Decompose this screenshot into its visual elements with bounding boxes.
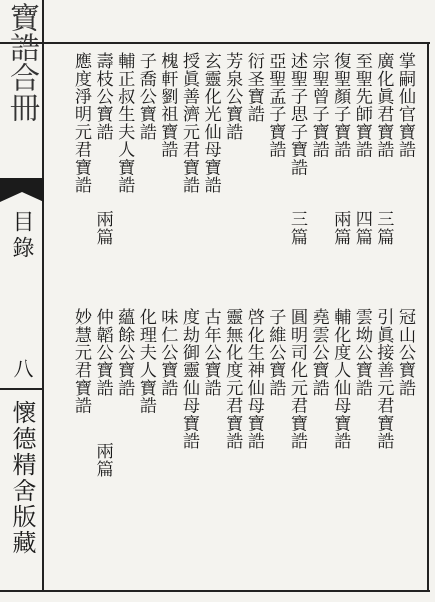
entry-title: 冠山公寶誥 [395, 308, 415, 397]
frame-bottom-rule [0, 590, 430, 592]
entry-title: 授眞善濟元君寶誥 [179, 52, 199, 194]
spine-divider [0, 388, 42, 390]
entry-title: 古年公寶誥 [200, 308, 221, 397]
publisher-mark: 懷德精舍版藏 [8, 400, 36, 556]
entry-count: 三篇 [287, 210, 307, 246]
entry-count: 四篇 [351, 210, 372, 246]
entry-title: 化理夫人寶誥 [135, 308, 156, 415]
entry-title: 掌嗣仙官寶誥 [395, 52, 415, 159]
entry-title: 亞聖孟子寶誥 [265, 52, 286, 159]
entry-title: 雲坳公寶誥 [351, 308, 372, 397]
entry-title: 復聖顏子寶誥 [330, 52, 351, 159]
page-number: 八 [10, 358, 34, 378]
entry-title: 玄靈化光仙母寶誥 [200, 52, 221, 194]
entry-title: 芳泉公寶誥 [222, 52, 243, 141]
entry-title: 啓化生神仙母寶誥 [243, 308, 264, 450]
entry-title: 至聖先師寶誥 [351, 52, 372, 159]
entry-title: 味仁公寶誥 [157, 308, 178, 397]
entry-title: 蘊餘公寶誥 [114, 308, 135, 397]
entry-title: 子維公寶誥 [265, 308, 286, 397]
entry-title: 輔化度人仙母寶誥 [330, 308, 351, 450]
entry-title: 槐軒劉祖寶誥 [157, 52, 178, 159]
spine-title: 寶誥合冊 [4, 2, 39, 122]
entry-title: 度劫御靈仙母寶誥 [179, 308, 199, 450]
entry-title: 圓明司化元君寶誥 [287, 308, 307, 450]
entry-title: 宗聖曾子寶誥 [308, 52, 329, 159]
spine-section-label: 目錄 [9, 210, 34, 262]
spine-right-rule [42, 0, 44, 592]
entry-title: 子喬公寶誥 [135, 52, 156, 141]
entry-count: 兩篇 [330, 210, 351, 246]
entry-title: 衍圣寶誥 [243, 52, 264, 123]
entry-title: 靈無化度元君寶誥 [222, 308, 243, 450]
entry-title: 壽枝公寶誥 [92, 52, 113, 141]
entry-title: 輔正叔生夫人寶誥 [114, 52, 135, 194]
entry-title: 廣化眞君寶誥 [373, 52, 394, 159]
entry-count: 兩篇 [92, 210, 113, 246]
entry-title: 述聖子思子寶誥 [287, 52, 307, 176]
entry-count: 三篇 [373, 210, 394, 246]
entry-count: 兩篇 [92, 442, 113, 478]
entry-title: 引眞接善元君寶誥 [373, 308, 394, 450]
frame-right-rule [427, 42, 429, 592]
frame-top-rule [0, 42, 430, 44]
entry-title: 妙慧元君寶誥 [71, 308, 91, 415]
entry-title: 堯雲公寶誥 [308, 308, 329, 397]
entry-title: 仲韜公寶誥 [92, 308, 113, 397]
entry-title: 應度淨明元君寶誥 [71, 52, 91, 194]
fish-tail-mark [0, 178, 44, 202]
